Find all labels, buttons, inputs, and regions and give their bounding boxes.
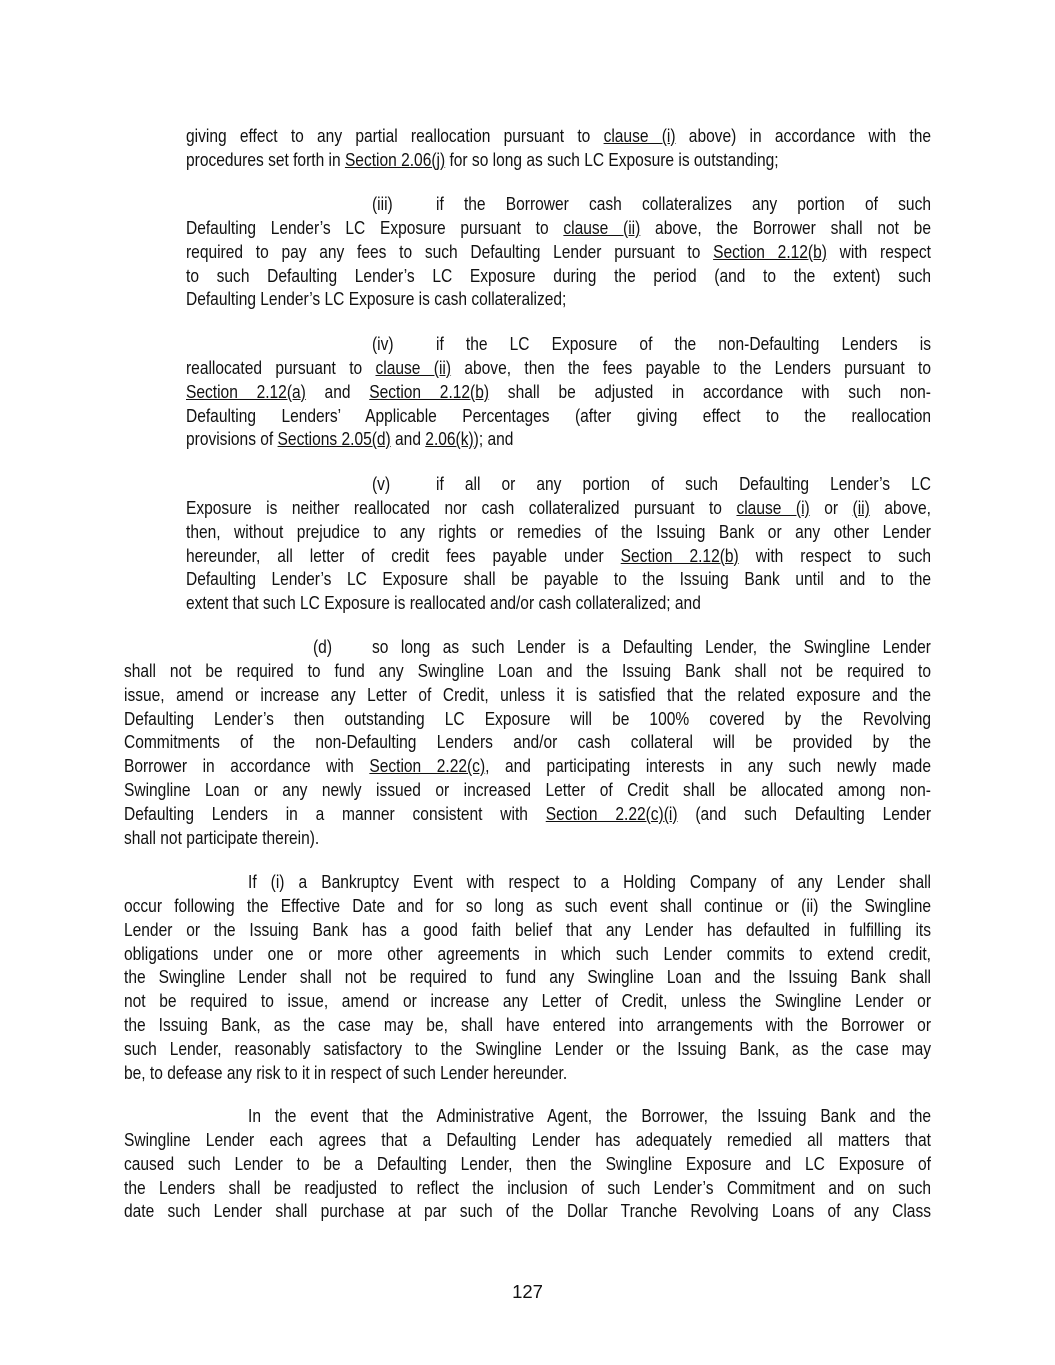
line-text: Swingline Lender each agrees that a Defaulting Lender has adequately remedied all matters that <box>124 1128 931 1150</box>
line-text: reallocated pursuant to clause (ii) above, then the fees payable to the Lenders pursuant to <box>186 356 931 378</box>
line-text: if the Borrower cash collateralizes any portion of such <box>436 193 931 214</box>
line-text: if all or any portion of such Defaulting Lender’s LC <box>436 473 931 494</box>
line-text: Defaulting Lender’s LC Exposure is cash collateralized; <box>186 288 567 310</box>
cross-reference: Section 2.22(c)(i) <box>545 802 678 824</box>
text-line <box>186 591 931 615</box>
text-line <box>186 287 931 311</box>
text-line <box>124 826 931 850</box>
text-line <box>124 989 931 1013</box>
text-line <box>248 870 931 894</box>
line-text: so long as such Lender is a Defaulting Lender, the Swingline Lender <box>372 636 931 657</box>
text-line <box>186 496 931 520</box>
text-line <box>124 1199 931 1223</box>
text-line <box>124 659 931 683</box>
line-text: extent that such LC Exposure is reallocated and/or cash collateralized; and <box>186 592 701 614</box>
cross-reference: clause (ii) <box>563 216 641 238</box>
text-line <box>124 683 931 707</box>
text-line <box>124 1013 931 1037</box>
line-text: provisions of Sections 2.05(d) and 2.06(k)); and <box>186 428 514 450</box>
cross-reference: Section 2.06(j) <box>344 148 446 170</box>
text-line <box>186 404 931 428</box>
line-text: Defaulting Lender’s LC Exposure shall be payable to the Issuing Bank until and to the <box>186 568 931 590</box>
text-line <box>124 730 931 754</box>
line-text: the Swingline Lender shall not be required to fund any Swingline Loan and the Issuing Bank shall <box>124 966 931 988</box>
line-text: occur following the Effective Date and for so long as such event shall continue or (ii) the Swingline <box>124 894 931 916</box>
line-text: such Lender, reasonably satisfactory to the Swingline Lender or the Issuing Bank, as the case may <box>124 1037 931 1059</box>
cross-reference: Section 2.12(b) <box>620 544 739 566</box>
line-text: procedures set forth in Section 2.06(j) for so long as such LC Exposure is outstanding; <box>186 148 779 170</box>
line-text: the Lenders shall be readjusted to reflect the inclusion of such Lender’s Commitment and on such <box>124 1176 931 1198</box>
line-text: Exposure is neither reallocated nor cash collateralized pursuant to clause (i) or (ii) above, <box>186 496 931 518</box>
line-text: shall not participate therein). <box>124 826 320 848</box>
text-line <box>186 216 931 240</box>
text-line <box>186 427 931 451</box>
text-line <box>436 192 931 216</box>
text-line <box>124 707 931 731</box>
text-line <box>186 240 931 264</box>
line-text: Borrower in accordance with Section 2.22(c), and participating interests in any such newly made <box>124 755 931 777</box>
text-line <box>436 332 931 356</box>
line-text: Swingline Loan or any newly issued or increased Letter of Credit shall be allocated among non- <box>124 779 931 801</box>
text-line <box>124 1152 931 1176</box>
cross-reference: clause (i) <box>736 496 810 518</box>
cross-reference: 2.06(k) <box>425 428 474 450</box>
clause-enumerator: (v) <box>372 473 391 494</box>
line-text: then, without prejudice to any rights or remedies of the Issuing Bank or any other Lender <box>186 520 931 542</box>
text-line <box>124 1037 931 1061</box>
text-line <box>372 635 931 659</box>
line-text: if the LC Exposure of the non-Defaulting Lenders is <box>436 333 931 354</box>
cross-reference: Section 2.12(b) <box>369 380 490 402</box>
line-text: not be required to issue, amend or increase any Letter of Credit, unless the Swingline Lender or <box>124 990 931 1012</box>
text-line <box>124 802 931 826</box>
line-text: hereunder, all letter of credit fees payable under Section 2.12(b) with respect to such <box>186 544 931 566</box>
clause-enumerator: (d) <box>313 636 333 657</box>
line-text: shall not be required to fund any Swingline Loan and the Issuing Bank shall not be required to <box>124 659 931 681</box>
line-text: to such Defaulting Lender’s LC Exposure during the period (and to the extent) such <box>186 264 931 286</box>
clause-enumerator: (iii) <box>372 193 393 214</box>
cross-reference: (ii) <box>852 496 870 518</box>
line-text: caused such Lender to be a Defaulting Lender, then the Swingline Exposure and LC Exposure of <box>124 1152 931 1174</box>
text-line <box>124 942 931 966</box>
cross-reference: Sections 2.05(d) <box>277 428 391 450</box>
text-line <box>124 965 931 989</box>
text-line <box>186 567 931 591</box>
text-line <box>124 754 931 778</box>
text-line <box>124 894 931 918</box>
line-text: Defaulting Lender’s LC Exposure pursuant to clause (ii) above, the Borrower shall not be <box>186 216 931 238</box>
cross-reference: clause (ii) <box>375 356 452 378</box>
line-text: be, to defease any risk to it in respect of such Lender hereunder. <box>124 1061 568 1083</box>
line-text: Defaulting Lenders in a manner consistent with Section 2.22(c)(i) (and such Defaulting Lender <box>124 802 931 824</box>
line-text: If (i) a Bankruptcy Event with respect to a Holding Company of any Lender shall <box>248 871 931 892</box>
line-text: Defaulting Lender’s then outstanding LC Exposure will be 100% covered by the Revolving <box>124 707 931 729</box>
line-text: issue, amend or increase any Letter of Credit, unless it is satisfied that the related exposure and the <box>124 683 931 705</box>
line-text: obligations under one or more other agreements in which such Lender commits to extend credit, <box>124 942 931 964</box>
line-text: Commitments of the non-Defaulting Lenders and/or cash collateral will be provided by the <box>124 731 931 753</box>
text-line <box>186 520 931 544</box>
line-text: In the event that the Administrative Agent, the Borrower, the Issuing Bank and the <box>248 1105 931 1126</box>
text-line <box>124 918 931 942</box>
cross-reference: clause (i) <box>603 125 676 146</box>
text-line <box>186 544 931 568</box>
text-line <box>124 1176 931 1200</box>
cross-reference: Section 2.12(b) <box>713 240 827 262</box>
text-line <box>186 356 931 380</box>
line-text: the Issuing Bank, as the case may be, shall have entered into arrangements with the Borrower or <box>124 1014 931 1036</box>
page-number: 127 <box>512 1281 543 1302</box>
text-line <box>124 1128 931 1152</box>
text-line <box>248 1104 931 1128</box>
clause-enumerator: (iv) <box>372 333 394 354</box>
line-text: Defaulting Lenders’ Applicable Percentages (after giving effect to the reallocation <box>186 404 931 426</box>
line-text: required to pay any fees to such Defaulting Lender pursuant to Section 2.12(b) with respect <box>186 240 931 262</box>
text-line <box>124 778 931 802</box>
line-text: Lender or the Issuing Bank has a good faith belief that any Lender has defaulted in fulfilling its <box>124 918 931 940</box>
line-text: giving effect to any partial reallocation pursuant to clause (i) above) in accordance with the <box>186 125 931 146</box>
cross-reference: Section 2.22(c) <box>369 755 486 777</box>
text-line <box>436 472 931 496</box>
line-text: Section 2.12(a) and Section 2.12(b) shall be adjusted in accordance with such non- <box>186 380 931 402</box>
cross-reference: Section 2.12(a) <box>186 380 306 402</box>
text-line <box>124 1061 931 1085</box>
text-line <box>186 124 931 148</box>
text-line <box>186 264 931 288</box>
line-text: date such Lender shall purchase at par such of the Dollar Tranche Revolving Loans of any Class <box>124 1200 931 1222</box>
text-line <box>186 380 931 404</box>
text-line <box>186 148 931 172</box>
